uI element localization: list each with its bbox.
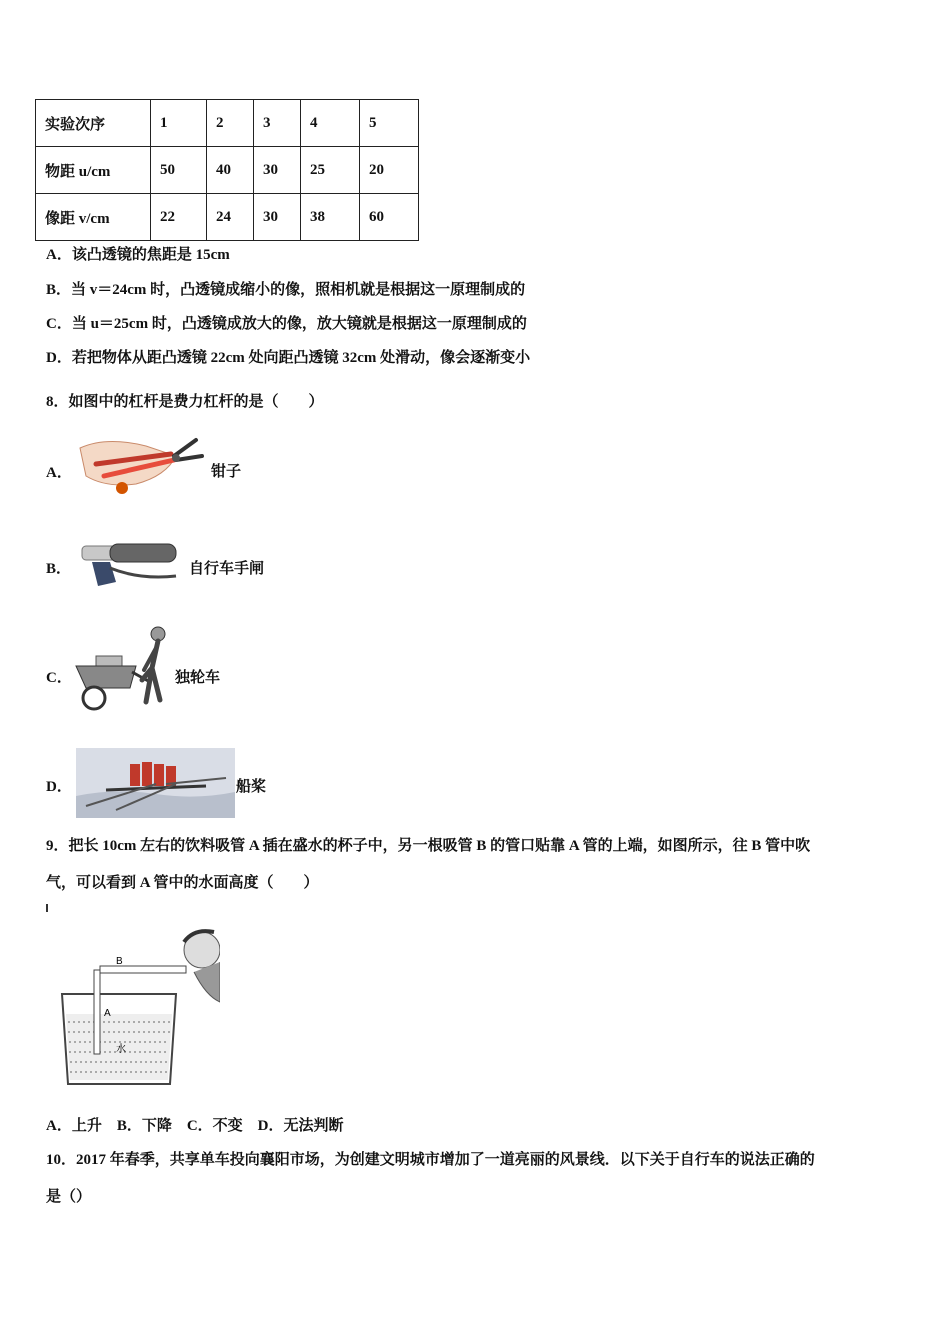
- label-b: B: [116, 956, 123, 967]
- table-cell: 30: [254, 147, 301, 194]
- q8-option-c-letter: C．: [46, 670, 72, 686]
- table-row: [36, 194, 419, 241]
- row-header: 像距 v/cm: [36, 194, 151, 241]
- q10-stem-line1: 10．2017 年春季，共享单车投向襄阳市场，为创建文明城市增加了一道亮丽的风景线．以下关于自行车的说法正确的: [46, 1152, 815, 1168]
- table-cell: 30: [254, 194, 301, 241]
- q9-stem-line2: 气，可以看到 A 管中的水面高度（ ）: [46, 875, 319, 891]
- wheelbarrow-image: [72, 620, 172, 712]
- table-cell: 20: [360, 147, 419, 194]
- q9-stem-line1: 9．把长 10cm 左右的饮料吸管 A 插在盛水的杯子中，另一根吸管 B 的管口贴靠 A 管的上端，如图所示，往 B 管中吹: [46, 838, 811, 854]
- pliers-image: [76, 426, 208, 498]
- table-cell: 3: [254, 100, 301, 147]
- straw-experiment-figure: [44, 902, 220, 1090]
- table-cell: 24: [207, 194, 254, 241]
- label-a: A: [104, 1008, 111, 1019]
- q8-option-c-caption: 独轮车: [175, 670, 221, 686]
- table-cell: 25: [301, 147, 360, 194]
- q8-option-a-letter: A．: [46, 465, 72, 481]
- experiment-table: [35, 99, 419, 241]
- table-row: [36, 147, 419, 194]
- q10-stem-line2: 是（）: [46, 1189, 92, 1205]
- table-cell: 4: [301, 100, 360, 147]
- table-cell: 22: [151, 194, 207, 241]
- q7-option-a: A．该凸透镜的焦距是 15cm: [46, 247, 230, 263]
- row-header: 物距 u/cm: [36, 147, 151, 194]
- bike-brake-image: [80, 540, 180, 592]
- table-cell: 60: [360, 194, 419, 241]
- q8-option-d-letter: D．: [46, 779, 72, 795]
- table-cell: 1: [151, 100, 207, 147]
- table-row: [36, 100, 419, 147]
- q8-stem: 8．如图中的杠杆是费力杠杆的是（ ）: [46, 394, 324, 410]
- q7-option-c: C．当 u＝25cm 时，凸透镜成放大的像，放大镜就是根据这一原理制成的: [46, 316, 527, 332]
- label-water: 水: [116, 1044, 126, 1055]
- q7-option-d: D．若把物体从距凸透镜 22cm 处向距凸透镜 32cm 处滑动，像会逐渐变小: [46, 350, 531, 366]
- table-cell: 5: [360, 100, 419, 147]
- table-cell: 38: [301, 194, 360, 241]
- row-header: 实验次序: [36, 100, 151, 147]
- q8-option-d-caption: 船桨: [236, 779, 267, 795]
- table-cell: 50: [151, 147, 207, 194]
- q9-options: A．上升 B．下降 C．不变 D．无法判断: [46, 1118, 344, 1134]
- table-cell: 2: [207, 100, 254, 147]
- q8-option-b-caption: 自行车手闸: [189, 561, 265, 577]
- q8-option-b-letter: B．: [46, 561, 72, 577]
- table-cell: 40: [207, 147, 254, 194]
- rowing-image: [76, 748, 235, 818]
- q7-option-b: B．当 v＝24cm 时，凸透镜成缩小的像，照相机就是根据这一原理制成的: [46, 282, 526, 298]
- q8-option-a-caption: 钳子: [211, 464, 242, 480]
